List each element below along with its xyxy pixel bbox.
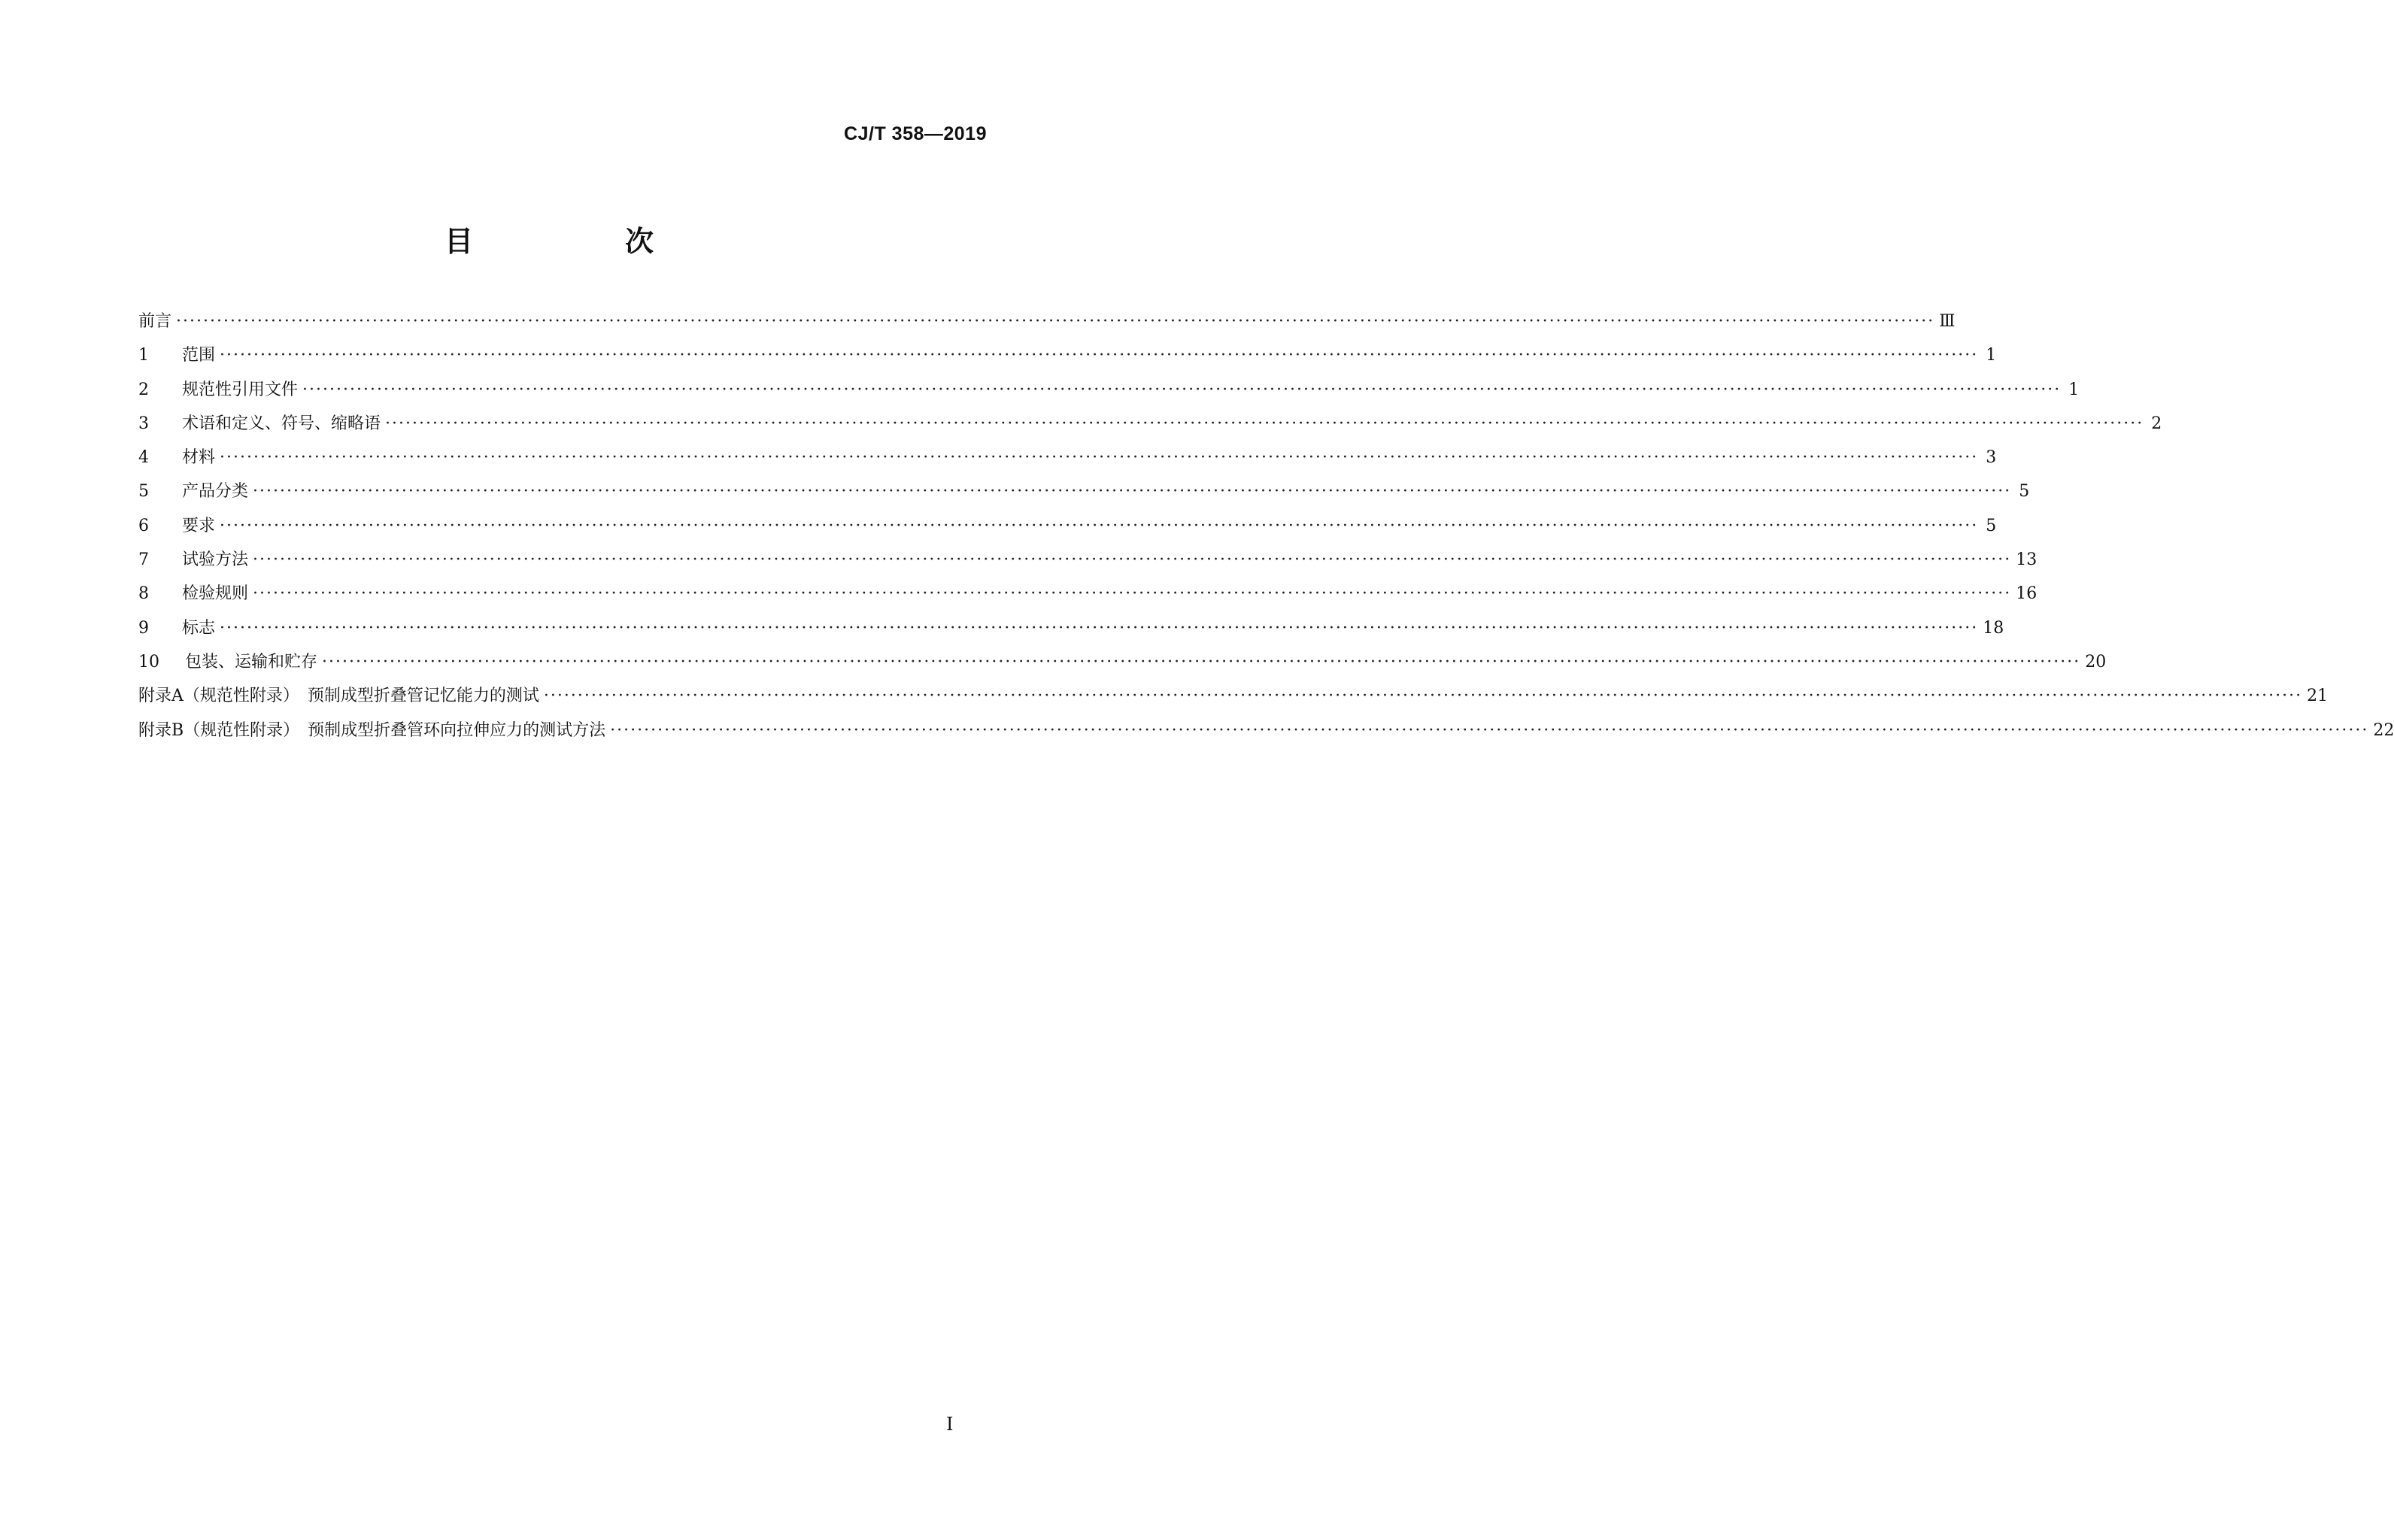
toc-entry-page: 16: [2016, 584, 2037, 604]
toc-entry-title: 术语和定义、符号、缩略语: [182, 414, 381, 433]
toc-entry-page: 22: [2373, 720, 2394, 740]
toc-entry-title: 试验方法: [182, 550, 249, 570]
page-number: I: [946, 1414, 954, 1435]
toc-entry-title: 附录A（规范性附录） 预制成型折叠管记忆能力的测试: [138, 687, 539, 706]
toc-dot-leader: ····································································································································································································································································: [176, 312, 1935, 331]
toc-entry-title: 包装、运输和贮存: [185, 652, 318, 671]
toc-dot-leader: ····································································································································································································································································: [253, 550, 2012, 570]
toc-dot-leader: ····································································································································································································································································: [302, 380, 2062, 399]
toc-entry[interactable]: [138, 547, 2037, 581]
toc-entry-title: 前言: [138, 312, 172, 331]
toc-entry-title: 附录B（规范性附录） 预制成型折叠管环向拉伸应力的测试方法: [138, 720, 606, 740]
toc-entry-number: 9: [138, 618, 149, 638]
toc-dot-leader: ····································································································································································································································································: [253, 482, 2012, 502]
toc-entry-number: 5: [138, 482, 149, 502]
toc-entry-page: Ⅲ: [1939, 312, 1956, 331]
toc-dot-leader: ····································································································································································································································································: [322, 652, 2081, 671]
toc-entry[interactable]: [138, 717, 2394, 751]
toc-dot-leader: ····································································································································································································································································: [220, 448, 1979, 468]
toc-dot-leader: ····································································································································································································································································: [610, 720, 2369, 740]
toc-entry[interactable]: [138, 342, 1997, 376]
toc-entry-number: 4: [138, 448, 149, 468]
toc-dot-leader: ····································································································································································································································································: [220, 516, 1979, 535]
toc-entry-title: 材料: [182, 448, 216, 468]
toc-dot-leader: ····································································································································································································································································: [543, 687, 2303, 706]
toc-entry-number: 6: [138, 516, 149, 535]
toc-entry-title: 要求: [182, 516, 216, 535]
toc-entry[interactable]: [138, 478, 2030, 512]
standard-code: CJ/T 358—2019: [844, 123, 987, 144]
table-of-contents: [138, 308, 2394, 751]
toc-entry-page: 2: [2151, 414, 2162, 433]
toc-entry[interactable]: [138, 444, 1997, 478]
toc-entry-page: 13: [2016, 550, 2037, 570]
toc-entry-page: 1: [2068, 380, 2080, 399]
toc-entry[interactable]: [138, 513, 1997, 547]
toc-entry[interactable]: [138, 411, 2162, 444]
toc-entry[interactable]: [138, 683, 2329, 717]
toc-entry-page: 18: [1983, 618, 2004, 638]
toc-entry-title: 范围: [182, 346, 216, 365]
toc-entry-number: 1: [138, 346, 149, 365]
toc-entry-title: 产品分类: [182, 482, 249, 502]
toc-entry-number: 2: [138, 380, 149, 399]
toc-entry-number: 8: [138, 584, 149, 604]
toc-dot-leader: ····································································································································································································································································: [220, 618, 1979, 638]
toc-entry[interactable]: [138, 377, 2080, 411]
toc-entry-page: 21: [2307, 687, 2329, 706]
toc-entry-page: 5: [1986, 516, 1997, 535]
toc-title: 目 次: [444, 225, 715, 258]
toc-entry[interactable]: [138, 615, 2004, 649]
toc-entry-title: 标志: [182, 618, 216, 638]
toc-entry-page: 5: [2019, 482, 2030, 502]
toc-entry-number: 3: [138, 414, 149, 433]
toc-entry[interactable]: [138, 649, 2107, 683]
toc-entry-title: 检验规则: [182, 584, 249, 604]
toc-entry-page: 1: [1986, 346, 1997, 365]
toc-entry-page: 3: [1986, 448, 1997, 468]
toc-entry-number: 10: [138, 652, 159, 671]
toc-dot-leader: ····································································································································································································································································: [385, 414, 2144, 433]
toc-entry-page: 20: [2085, 652, 2107, 671]
toc-entry[interactable]: [138, 581, 2037, 614]
toc-entry[interactable]: [138, 308, 1956, 342]
toc-entry-title: 规范性引用文件: [182, 380, 299, 399]
toc-dot-leader: ····································································································································································································································································: [220, 346, 1979, 365]
toc-dot-leader: ····································································································································································································································································: [253, 584, 2012, 604]
toc-entry-number: 7: [138, 550, 149, 570]
